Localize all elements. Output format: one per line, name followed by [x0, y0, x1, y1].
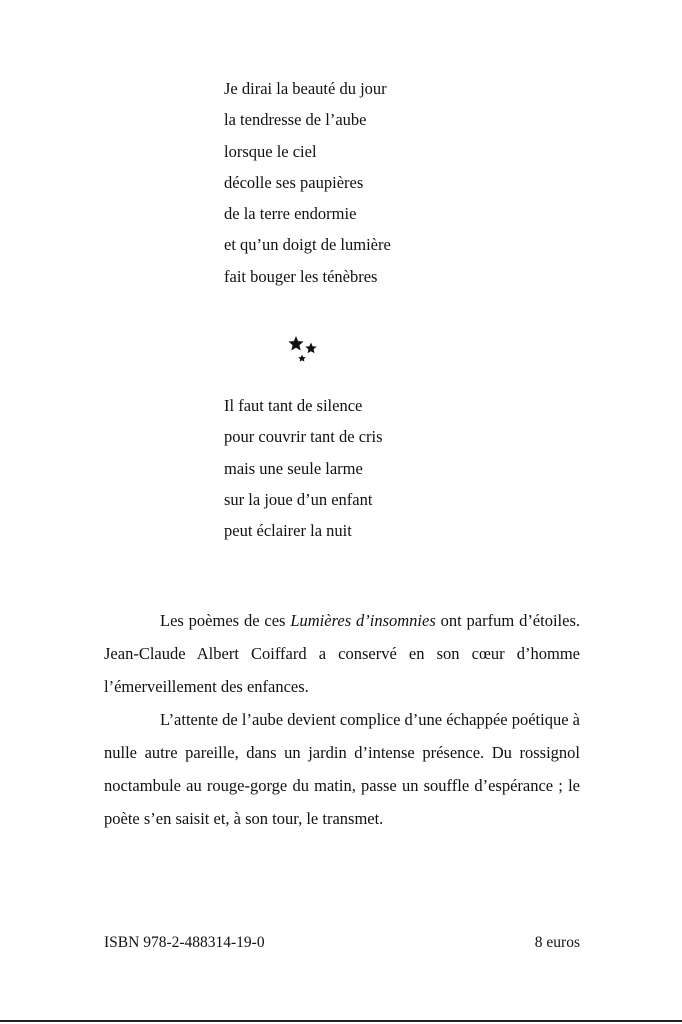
poem-line: sur la joue d’un enfant [224, 489, 373, 509]
poem-line: pour couvrir tant de cris [224, 427, 383, 447]
large-star-icon [288, 336, 303, 351]
blurb-text: ont parfum d’étoiles. Jean-Claude Albert Coiffard a conservé en son cœur d’homme l’émerveillement des enfances. [104, 611, 581, 696]
small-star-icon [298, 355, 306, 362]
poem-stanza-1 [224, 73, 391, 292]
poem-line: Il faut tant de silence [224, 396, 363, 415]
poem-line: et qu’un doigt de lumière [224, 235, 391, 255]
poem-line: décolle ses paupières [224, 172, 364, 192]
poem-line: la tendresse de l’aube [224, 110, 367, 130]
medium-star-icon [305, 343, 316, 354]
bottom-edge-rule [0, 1020, 682, 1022]
poem-line: mais une seule larme [224, 458, 363, 478]
book-title: Lumières d’insomnies [290, 611, 436, 630]
poem-line: peut éclairer la nuit [224, 521, 352, 541]
three-stars-icon [286, 333, 322, 367]
poem-stanza-2 [224, 390, 383, 546]
blurb-paragraph-2: L’attente de l’aube devient complice d’une échappée poétique à nulle autre pareille, dans un jardin d’intense présence. Du rossignol noctambule au rouge-gorge du matin, passe un souffle d’espérance ; le poète s’en saisit et, à son tour, le transmet. [104, 710, 580, 828]
blurb-paragraph-1 [104, 604, 580, 703]
poem-line: Je dirai la beauté du jour [224, 79, 387, 98]
isbn-number: ISBN 978-2-488314-19-0 [104, 934, 265, 951]
blurb-text: Les poèmes de ces [160, 611, 291, 630]
price: 8 euros [534, 934, 580, 951]
poem-line: de la terre endormie [224, 204, 357, 224]
back-cover-blurb [104, 604, 580, 835]
poem-line: fait bouger les ténèbres [224, 266, 378, 286]
poem-line: lorsque le ciel [224, 141, 317, 161]
